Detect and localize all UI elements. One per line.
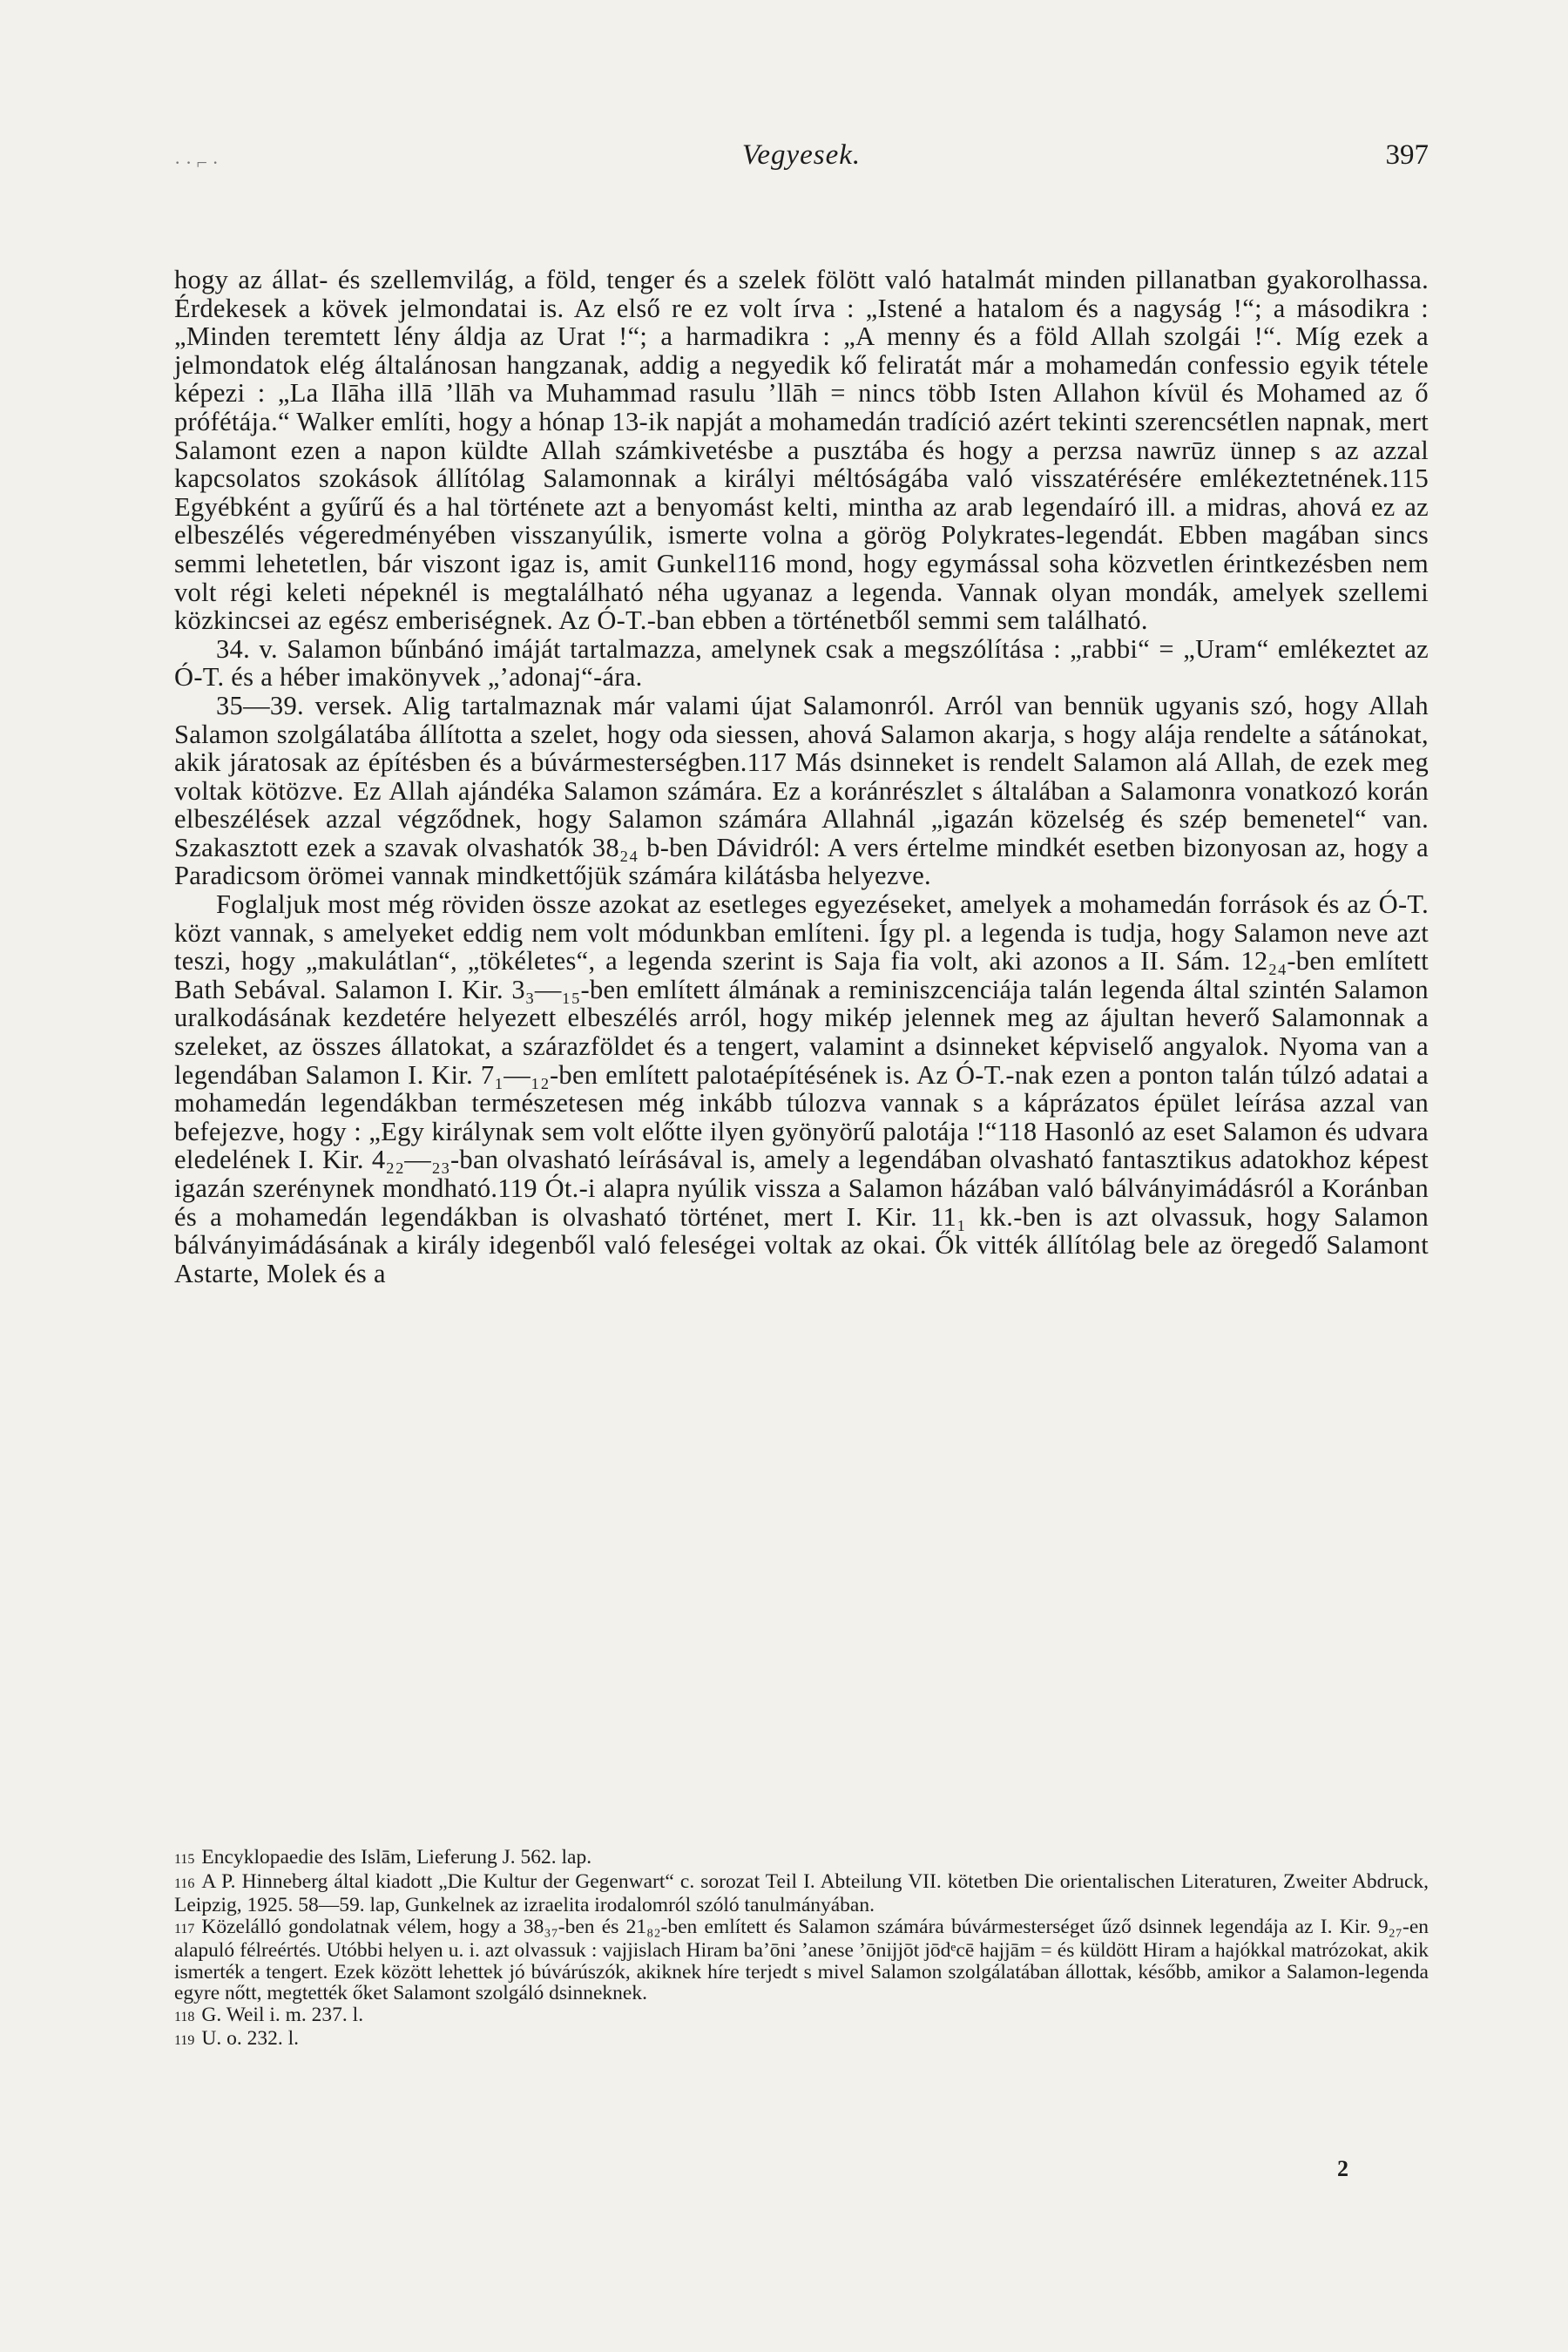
footnote-number: 117 bbox=[174, 1921, 195, 1936]
footnote-number: 119 bbox=[174, 2033, 195, 2048]
footnote-number: 115 bbox=[174, 1852, 195, 1867]
footnote bbox=[174, 2004, 1429, 2029]
footnotes bbox=[174, 1847, 1429, 2052]
footnote-text: A P. Hinneberg által kiadott „Die Kultur der Gegenwart“ c. sorozat Teil I. Abteilung VII. kötetben Die orientalischen Literaturen, Zweiter Abdruck, Leipzig, 1925. 58—59. lap, Gunkelnek az izraelita irodalomról szóló tanulmányában. bbox=[174, 1869, 1429, 1916]
footnote-text: G. Weil i. m. 237. l. bbox=[201, 2003, 364, 2026]
paragraph: 35—39. versek. Alig tartalmaznak már valami újat Salamonról. Arról van bennük ugyanis szó, hogy Allah Salamon szolgálatába állította a szelet, hogy oda siessen, ahová Salamon akarja, s hogy alája rendelte a sátánokat, akik járatosak az építésben és a búvármesterségben.117 Más dsinneket is rendelt Salamon alá Allah, de ezek meg voltak kötözve. Ez Allah ajándéka Salamon számára. Ez a koránrészlet s általában a Salamonra vonatkozó korán elbeszélések azzal végződnek, hogy Salamon számára Allahnál „igazán közelség és szép bemenetel“ van. Szakasztott ezek a szavak olvashatók 38₂₄ b-ben Dávidról: A vers értelme mindkét esetben bizonyosan az, hogy a Paradicsom örömei vannak mindkettőjük számára kilátásba helyezve. bbox=[174, 690, 1429, 891]
footnote-text: Közelálló gondolatnak vélem, hogy a 38₃₇-ben és 21₈₂-ben említett és Salamon számára búvármesterséget űző dsinnek legendája az I. Kir. 9₂₇-en alapuló félreértés. Utóbbi helyen u. i. azt olvassuk : vajjislach Hiram ba’ōni ’anese ’ōnijjōt jōdᵉcē hajjām = és küldött Hiram a hajókkal matrózokat, akik ismerték a tengert. Ezek között lehettek jó búvárúszók, akiknek híre terjedt s mivel Salamon szolgálatában állottak, később, amikor a Salamon-legenda egyre nőtt, megtették őket Salamont szolgáló dsinneknek. bbox=[174, 1915, 1429, 2004]
footnote-number: 118 bbox=[174, 2009, 195, 2024]
footnote bbox=[174, 2028, 1429, 2052]
footnote bbox=[174, 1916, 1429, 2004]
paragraph: Foglaljuk most még röviden össze azokat az esetleges egyezéseket, amelyek a mohamedán források és az Ó-T. közt vannak, s amelyeket eddig nem volt módunkban említeni. Így pl. a legenda is tudja, hogy Salamon neve azt teszi, hogy „makulátlan“, „tökéletes“, a legenda szerint is Saja fia volt, aki azonos a II. Sám. 12₂₄-ben említett Bath Sebával. Salamon I. Kir. 3₃—₁₅-ben említett álmának a reminiszcenciája talán legenda által szintén Salamon uralkodásának kezdetére helyezett elbeszélés arról, hogy mikép jelennek meg az ájultan heverő Salamonnak a szeleket, az összes állatokat, a szárazföldet és a tengert, valamint a dsinneket képviselő angyalok. Nyoma van a legendában Salamon I. Kir. 7₁—₁₂-ben említett palotaépítésének is. Az Ó-T.-nak ezen a ponton talán túlzó adatai a mohamedán legendákban természetesen még inkább túlozva vannak s a káprázatos épület leírása azzal van befejezve, hogy : „Egy királynak sem volt előtte ilyen gyönyörű palotája !“118 Hasonló az eset Salamon és udvara eledelének I. Kir. 4₂₂—₂₃-ban olvasható leírásával is, amely a legendában olvasható fantasztikus adatokhoz képest igazán szerénynek mondható.119 Ót.-i alapra nyúlik vissza a Salamon házában való bálványimádásról a Koránban és a mohamedán legendákban is olvasható történet, mert I. Kir. 11₁ kk.-ben is azt olvassuk, hogy Salamon bálványimádásának a király idegenből való feleségei voltak az okai. Ők vitték állítólag bele az öregedő Salamont Astarte, Molek és a bbox=[174, 889, 1429, 1288]
footnote bbox=[174, 1871, 1429, 1916]
running-head: Vegyesek. bbox=[741, 139, 862, 171]
footnote-text: U. o. 232. l. bbox=[201, 2027, 300, 2050]
body-text bbox=[174, 266, 1429, 1288]
footnote bbox=[174, 1847, 1429, 1871]
paragraph: hogy az állat- és szellemvilág, a föld, tenger és a szelek fölött való hatalmát minden pillanatban gyakorolhassa. Érdekesek a kövek jelmondatai is. Az első re ez volt írva : „Istené a hatalom és a nagyság !“; a másodikra : „Minden teremtett lény áldja az Urat !“; a harmadikra : „A menny és a föld Allah szolgái !“. Míg ezek a jelmondatok elég általánosan hangzanak, addig a negyedik kő feliratát már a mohamedán confessio egyik tétele képezi : „La Ilāha illā ’llāh va Muhammad rasulu ’llāh = nincs több Isten Allahon kívül és Mohamed az ő prófétája.“ Walker említi, hogy a hónap 13-ik napját a mohamedán tradíció azért tekinti szerencsétlen napnak, mert Salamont ezen a napon küldte Allah számkivetésbe a pusztába és hogy a perzsa nawrūz ünnep s az azzal kapcsolatos szokások állítólag Salamonnak a királyi méltóságába való visszatérésére emlékeztetnének.115 Egyébként a gyűrű és a hal története azt a benyomást kelti, mintha az arab legendaíró ill. a midras, ahová ez az elbeszélés végeredményében visszanyúlik, ismerte volna a görög Polykrates-legendát. Ebben magában sincs semmi lehetetlen, bár viszont igaz is, amit Gunkel116 mond, hogy egymással soha közvetlen érintkezésben nem volt régi keleti népeknél is megtalálható néha ugyanaz a legenda. Vannak olyan mondák, amelyek szellemi közkincsei az egész emberiségnek. Az Ó-T.-ban ebben a történetből semmi sem található. bbox=[174, 265, 1429, 636]
paragraph: 34. v. Salamon bűnbánó imáját tartalmazza, amelynek csak a megszólítása : „rabbi“ = „Uram“ emlékeztet az Ó-T. és a héber imakönyvek „’adonaj“-ára. bbox=[174, 633, 1429, 693]
printer-signature-mark: 2 bbox=[1337, 2156, 1348, 2181]
footnote-text: Encyklopaedie des Islām, Lieferung J. 562. lap. bbox=[201, 1846, 592, 1869]
page-number: 397 bbox=[1385, 139, 1429, 171]
scan-speck-mark: · · ⌐ · bbox=[174, 152, 219, 173]
footnote-number: 116 bbox=[174, 1876, 195, 1891]
page-header bbox=[174, 139, 1429, 183]
